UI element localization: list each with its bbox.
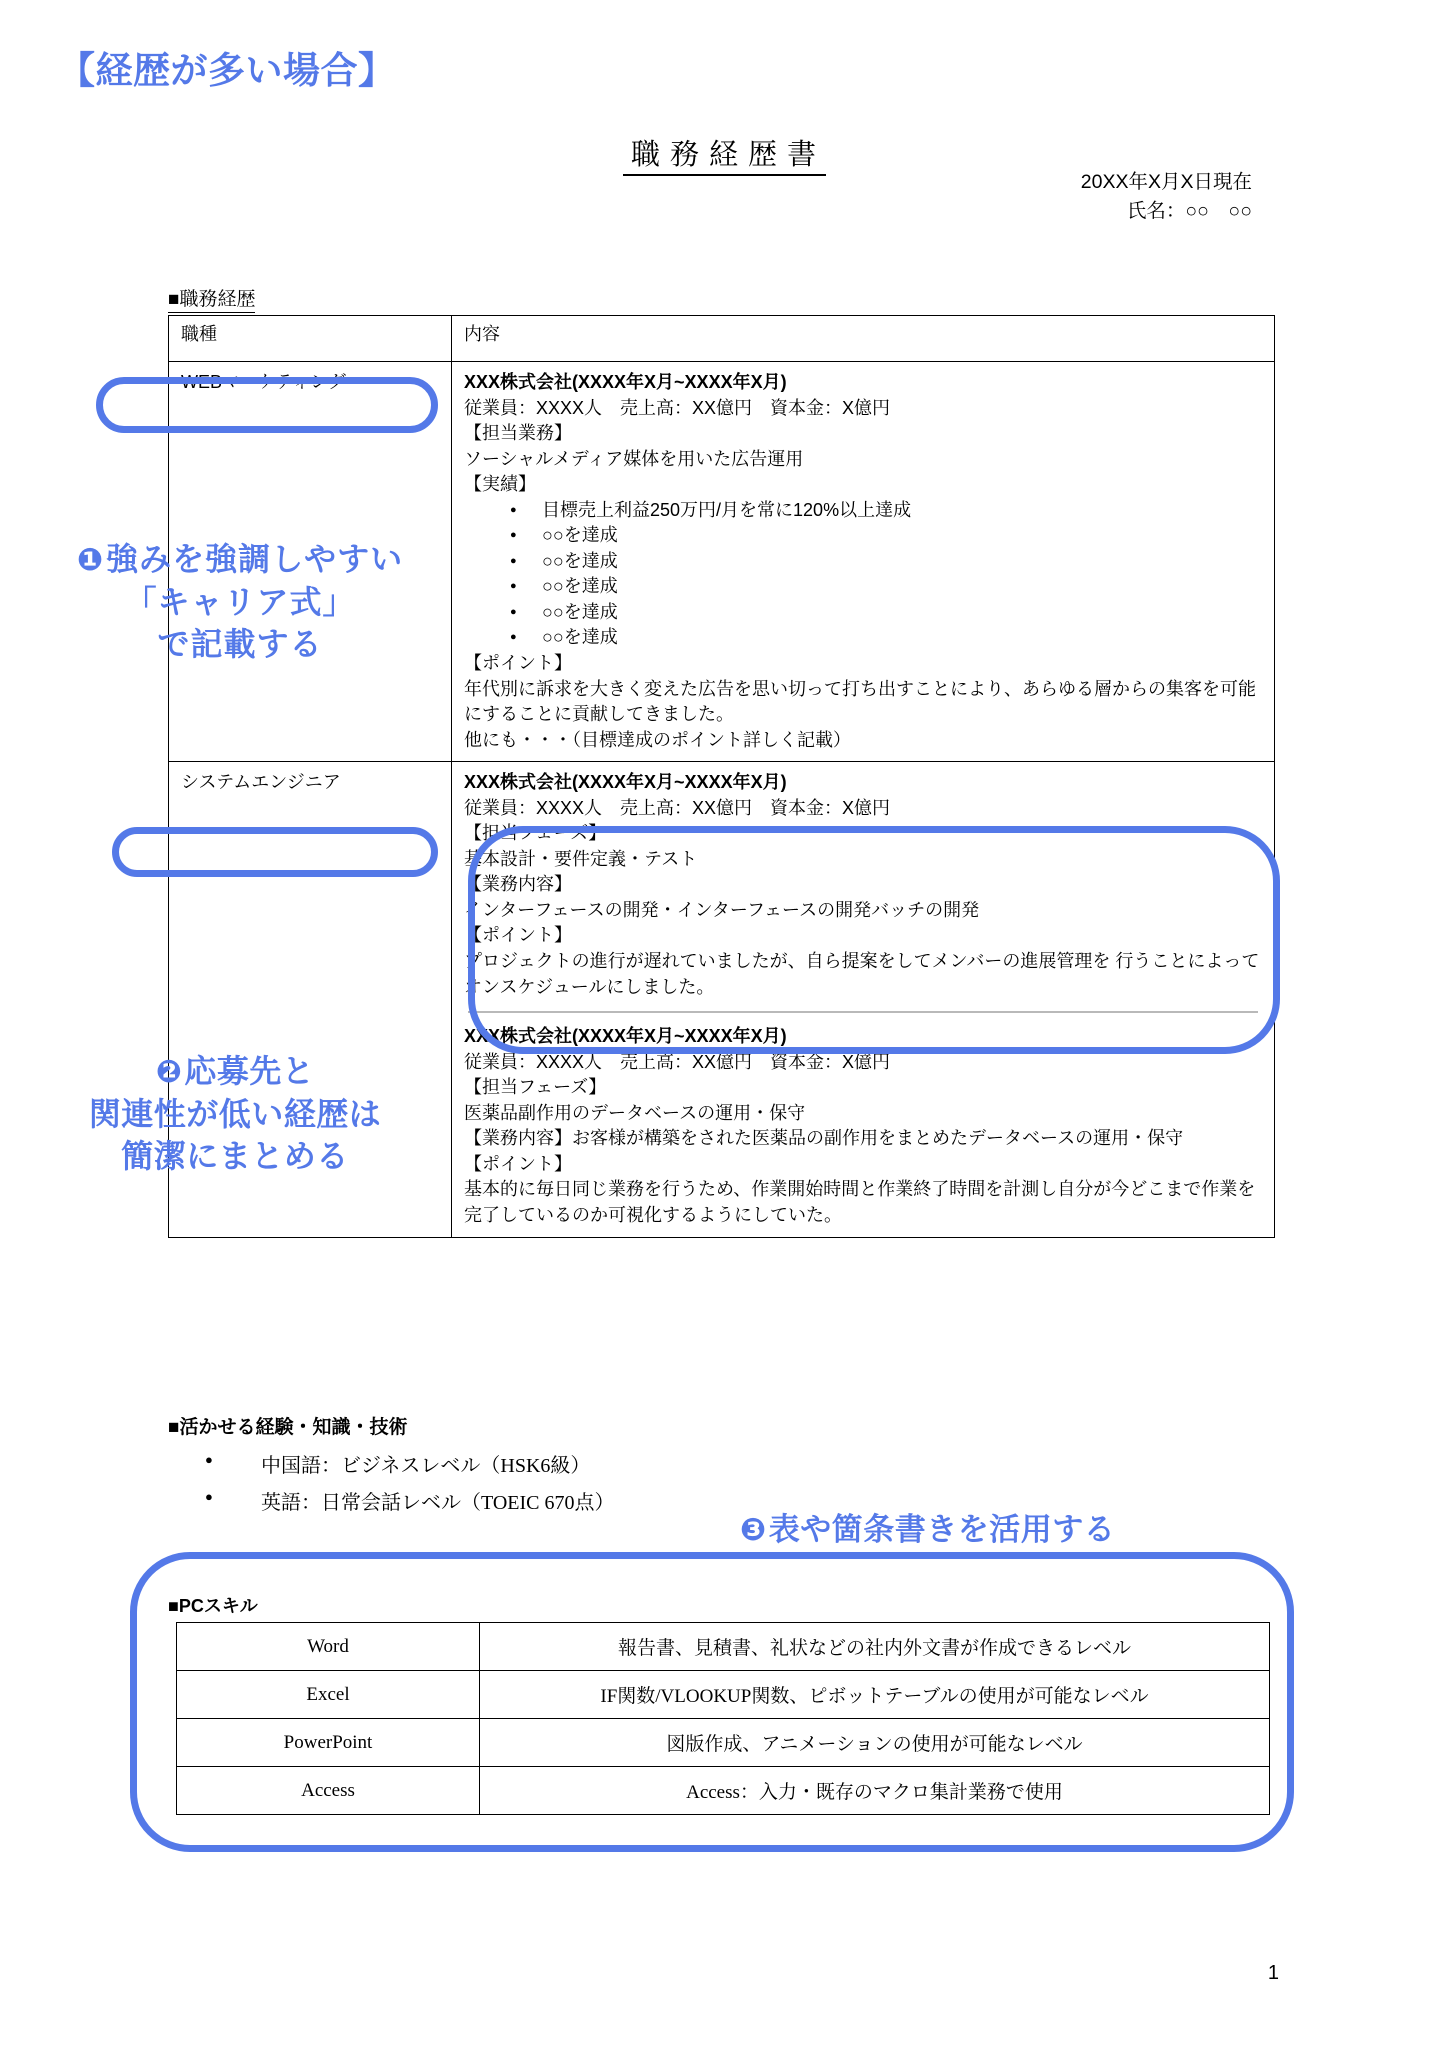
block-label: 【ポイント】 bbox=[464, 925, 572, 946]
block-label: 【業務内容】お客様が構築をされた医薬品の副作用をまとめたデータベースの運用・保守 bbox=[464, 1128, 1184, 1149]
block-label: 【ポイント】 bbox=[464, 1153, 572, 1174]
callout-line: 強みを強調しやすい bbox=[106, 541, 404, 577]
list-item: ● ○○を達成 bbox=[542, 625, 1264, 651]
pc-app-level: 報告書、見積書、礼状などの社内外文書が作成できるレベル bbox=[480, 1623, 1270, 1671]
block-label: 【業務内容】 bbox=[464, 874, 572, 895]
pc-app-level: 図版作成、アニメーションの使用が可能なレベル bbox=[480, 1719, 1270, 1767]
block-label: 【実績】 bbox=[464, 474, 536, 495]
company-name: XXX株式会社(XXXX年X月~XXXX年X月) bbox=[464, 1026, 787, 1047]
callout-line: 関連性が低い経歴は bbox=[88, 1095, 382, 1132]
block-line: 医薬品副作用のデータベースの運用・保守 bbox=[464, 1102, 806, 1123]
block-label: 【担当フェーズ】 bbox=[464, 823, 607, 844]
callout-line: 「キャリア式」 bbox=[124, 583, 356, 620]
callout-badge-3: ❸ bbox=[740, 1512, 767, 1547]
content-cell bbox=[452, 362, 1275, 762]
callout-2 bbox=[10, 1050, 460, 1177]
list-item: ● ○○を達成 bbox=[542, 574, 1264, 600]
company-name: XXX株式会社(XXXX年X月~XXXX年X月) bbox=[464, 372, 787, 392]
company-info: 従業員：XXXX人 売上高：XX億円 資本金：X億円 bbox=[464, 1051, 891, 1072]
highlight-ring-se-content bbox=[468, 826, 1280, 1054]
document-meta bbox=[1081, 168, 1252, 227]
block-line: 他にも・・・（目標達成のポイント詳しく記載） bbox=[464, 729, 851, 750]
list-item: ● 目標売上利益250万円/月を常に120%以上達成 bbox=[542, 498, 1264, 524]
pc-skills-heading: ■PCスキル bbox=[168, 1596, 258, 1616]
pc-app-name: Word bbox=[177, 1623, 480, 1671]
callout-1 bbox=[20, 538, 460, 665]
callout-badge-2: ❷ bbox=[155, 1054, 183, 1089]
pc-app-name: PowerPoint bbox=[177, 1719, 480, 1767]
company-info: 従業員：XXXX人 売上高：XX億円 資本金：X億円 bbox=[464, 397, 891, 418]
block-label: 【担当業務】 bbox=[464, 423, 572, 444]
callout-3 bbox=[740, 1510, 1115, 1551]
language-skill-list bbox=[205, 1448, 615, 1522]
block-line: インターフェースの開発・インターフェースの開発バッチの開発 bbox=[464, 899, 980, 920]
callout-line: 表や箇条書きを活用する bbox=[768, 1512, 1116, 1547]
pc-skills-table bbox=[176, 1622, 1270, 1815]
block-label: 【ポイント】 bbox=[464, 653, 572, 674]
pc-app-level: Access：入力・既存のマクロ集計業務で使用 bbox=[480, 1767, 1270, 1815]
pc-app-name: Access bbox=[177, 1767, 480, 1815]
block-label: 【担当フェーズ】 bbox=[464, 1077, 607, 1098]
achievement-list bbox=[464, 498, 1264, 651]
column-header-job-type: 職種 bbox=[169, 316, 452, 362]
annotation-title: 【経歴が多い場合】 bbox=[58, 50, 396, 91]
job-type-cell: WEBマーケティング bbox=[169, 362, 452, 762]
list-item: ● ○○を達成 bbox=[542, 549, 1264, 575]
page-number: 1 bbox=[1267, 1962, 1279, 1984]
skills-section-heading: ■活かせる経験・知識・技術 bbox=[168, 1417, 408, 1438]
table-row bbox=[177, 1719, 1270, 1767]
column-header-content: 内容 bbox=[452, 316, 1275, 362]
list-item: ● 中国語：ビジネスレベル（HSK6級） bbox=[205, 1448, 615, 1485]
block-line: 基本設計・要件定義・テスト bbox=[464, 848, 698, 869]
career-entry bbox=[464, 370, 1264, 753]
job-type-cell: システムエンジニア bbox=[169, 762, 452, 1237]
block-line: プロジェクトの進行が遅れていましたが、自ら提案をしてメンバーの進展管理を 行うことによってオンスケジュールにしました。 bbox=[464, 951, 1260, 997]
career-section-heading: ■職務経歴 bbox=[168, 284, 255, 313]
table-row bbox=[177, 1671, 1270, 1719]
company-name: XXX株式会社(XXXX年X月~XXXX年X月) bbox=[464, 772, 787, 793]
callout-line: 応募先と bbox=[184, 1053, 315, 1089]
career-entry bbox=[464, 1024, 1264, 1228]
table-header-row bbox=[169, 316, 1275, 362]
callout-line: 簡潔にまとめる bbox=[121, 1138, 349, 1175]
table-row bbox=[177, 1623, 1270, 1671]
pc-app-name: Excel bbox=[177, 1671, 480, 1719]
document-name: 氏名：○○ ○○ bbox=[1126, 200, 1252, 223]
page-title-text: 職務経歴書 bbox=[623, 139, 826, 176]
list-item: ● 英語：日常会話レベル（TOEIC 670点） bbox=[205, 1485, 615, 1522]
list-item: ● ○○を達成 bbox=[542, 523, 1264, 549]
block-line: 年代別に訴求を大きく変えた広告を思い切って打ち出すことにより、あらゆる層からの集客を可能にすることに貢献してきました。 bbox=[464, 678, 1256, 725]
table-row bbox=[177, 1767, 1270, 1815]
pc-app-level: IF関数/VLOOKUP関数、ピボットテーブルの使用が可能なレベル bbox=[480, 1671, 1270, 1719]
list-item: ● ○○を達成 bbox=[542, 600, 1264, 626]
document-date: 20XX年X月X日現在 bbox=[1080, 171, 1252, 193]
callout-line: で記載する bbox=[157, 626, 323, 663]
callout-badge-1: ❶ bbox=[76, 542, 105, 577]
block-line: ソーシャルメディア媒体を用いた広告運用 bbox=[464, 448, 804, 469]
page-title bbox=[0, 132, 1449, 173]
company-info: 従業員：XXXX人 売上高：XX億円 資本金：X億円 bbox=[464, 797, 891, 818]
block-line: 基本的に毎日同じ業務を行うため、作業開始時間と作業終了時間を計測し自分が今どこまで作業を完了しているのか可視化するようにしていた。 bbox=[464, 1179, 1256, 1225]
